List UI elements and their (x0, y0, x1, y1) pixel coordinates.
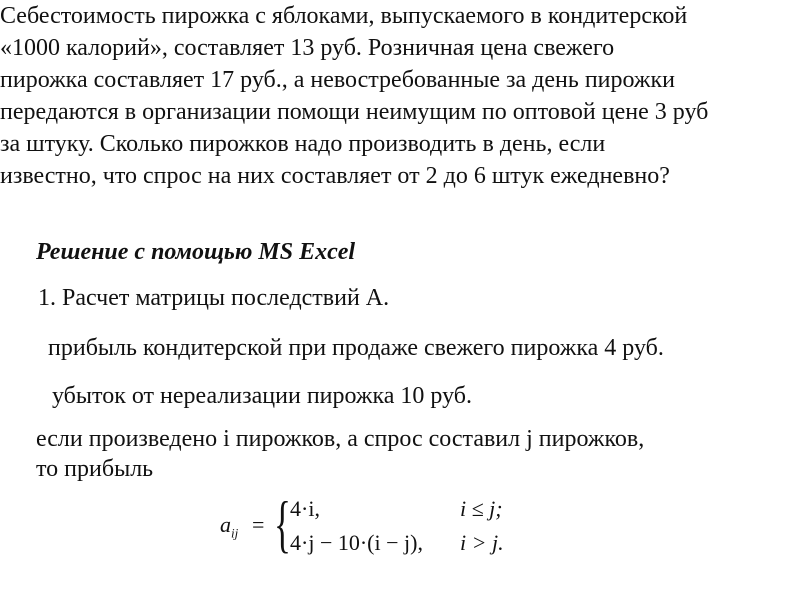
condition-text (36, 424, 644, 484)
formula-equals: = (252, 512, 265, 537)
formula-case-1-expr: 4·i, (290, 496, 320, 521)
problem-line: известно, что спрос на них составляет от 2 до 6 штук ежедневно? (0, 163, 670, 189)
formula-case-2-cond: i > j. (460, 530, 504, 555)
profit-line: прибыль кондитерской при продаже свежего пирожка 4 руб. (48, 335, 664, 361)
problem-line: пирожка составляет 17 руб., а невостребованные за день пирожки (0, 67, 676, 93)
formula-lhs-subscript: ij (231, 525, 239, 541)
problem-line: Себестоимость пирожка с яблоками, выпускаемого в кондитерской (0, 3, 688, 29)
formula-lhs (220, 512, 238, 541)
step-1-title: 1. Расчет матрицы последствий А. (38, 285, 390, 311)
problem-line: «1000 калорий», составляет 13 руб. Розничная цена свежего (0, 35, 615, 61)
problem-line: за штуку. Сколько пирожков надо производить в день, если (0, 131, 606, 157)
piecewise-formula (220, 488, 560, 564)
formula-lhs-var: a (220, 512, 231, 537)
formula-case-2-expr: 4·j − 10·(i − j), (290, 530, 423, 555)
condition-line-2: то прибыль (36, 456, 154, 482)
loss-line: убыток от нереализации пирожка 10 руб. (52, 383, 473, 409)
problem-line: передаются в организации помощи неимущим по оптовой цене 3 руб (0, 99, 709, 125)
formula-brace: { (274, 488, 291, 559)
solution-heading: Решение с помощью MS Excel (36, 239, 356, 265)
problem-statement (0, 0, 800, 192)
formula-case-1-cond: i ≤ j; (460, 496, 503, 521)
condition-line-1: если произведено i пирожков, а спрос составил j пирожков, (36, 426, 645, 452)
